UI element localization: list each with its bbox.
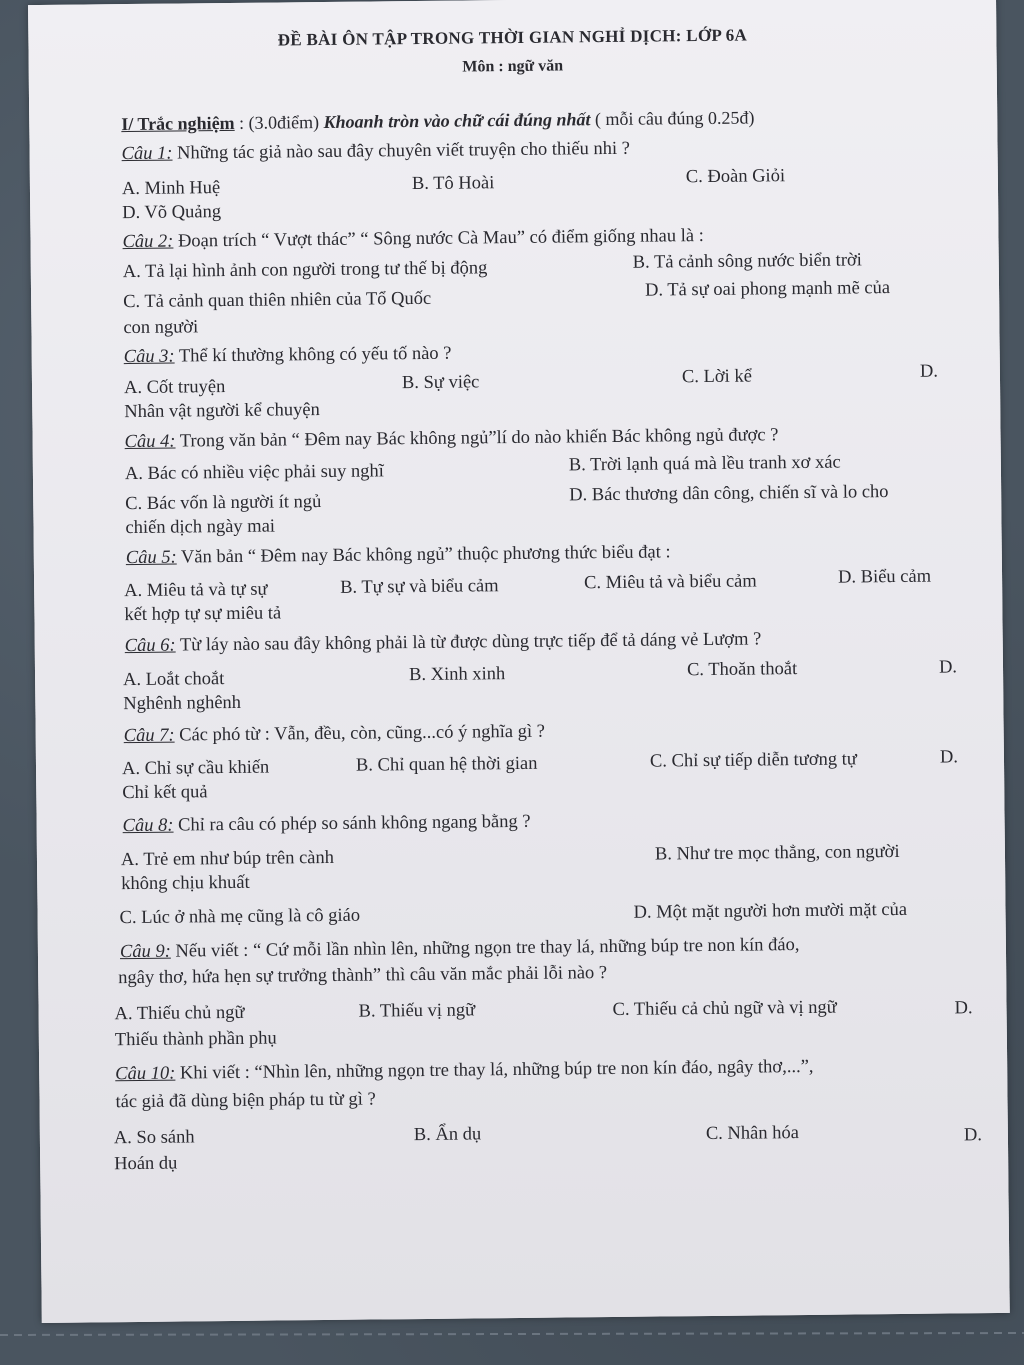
question-text: Những tác giả nào sau đây chuyên viết truyện cho thiếu nhi ? [176, 138, 631, 164]
question-5 [126, 542, 671, 569]
question-label: Câu 10: [115, 1063, 176, 1085]
question-6 [125, 629, 762, 657]
option-d: D. Bác thương dân công, chiến sĩ và lo cho [569, 482, 889, 506]
question-label: Câu 7: [123, 725, 175, 747]
option-b: B. Tự sự và biểu cảm [340, 576, 499, 598]
option-b: B. Thiếu vị ngữ [358, 1000, 476, 1022]
section-points: : (3.0điểm) [239, 112, 320, 133]
option-d: D. Biểu cảm [837, 566, 932, 588]
section-instruction: Khoanh tròn vào chữ cái đúng nhất [323, 109, 591, 132]
option-b-continued: không chịu khuất [121, 872, 250, 895]
option-d: D. [919, 361, 939, 382]
option-b: B. Tả cảnh sông nước biển trời [632, 250, 862, 273]
option-d-continued: Nghênh nghênh [123, 692, 242, 715]
question-label: Câu 1: [121, 143, 173, 165]
question-8 [123, 812, 531, 837]
background-quilt-stitching [0, 1305, 1024, 1365]
option-b: B. Trời lạnh quá mà lều tranh xơ xác [568, 452, 841, 476]
option-d-continued: con người [123, 317, 199, 339]
question-text: Trong văn bản “ Đêm nay Bác không ngủ”lí do nào khiến Bác không ngủ được ? [179, 425, 779, 452]
option-a: A. Trẻ em như búp trên cành [120, 847, 335, 871]
question-7 [124, 722, 545, 747]
option-c: C. Miêu tả và biểu cảm [584, 571, 757, 594]
question-text: Thể kí thường không có yếu tố nào ? [178, 343, 452, 367]
option-d-continued: Nhân vật người kể chuyện [124, 400, 320, 423]
option-a: A. Loắt choắt [122, 669, 225, 691]
question-label: Câu 8: [122, 815, 174, 837]
question-10 [115, 1057, 813, 1085]
option-a: A. Minh Huệ [121, 178, 221, 200]
exam-paper [28, 0, 1010, 1323]
option-b: B. Xinh xinh [408, 664, 506, 686]
question-label: Câu 4: [124, 431, 176, 453]
option-c: C. Tả cảnh quan thiên nhiên của Tổ Quốc [123, 288, 432, 313]
exam-title: ĐỀ BÀI ÔN TẬP TRONG THỜI GIAN NGHỈ DỊCH: LỚP 6A [277, 25, 748, 50]
option-d: D. Một mặt người hơn mười mặt của [633, 899, 908, 923]
question-text: Văn bản “ Đêm nay Bác không ngủ” thuộc phương thức biểu đạt : [180, 542, 671, 568]
option-c: C. Bác vốn là người ít ngủ [125, 492, 322, 515]
option-c: C. Thoăn thoắt [686, 659, 798, 681]
option-d: D. [963, 1125, 983, 1146]
question-label: Câu 5: [125, 547, 177, 569]
question-4 [125, 425, 779, 453]
question-9 [120, 935, 800, 963]
option-d: D. [938, 657, 958, 678]
option-d: D. Võ Quảng [122, 202, 222, 224]
section-note: ( mỗi câu đúng 0.25đ) [594, 107, 755, 130]
option-d: D. [954, 998, 973, 1019]
question-3 [124, 344, 452, 368]
question-text: Đoạn trích “ Vượt thác” “ Sông nước Cà Mau” có điểm giống nhau là : [177, 226, 704, 252]
question-1 [121, 139, 630, 165]
question-text: Chỉ ra câu có phép so sánh không ngang bằng ? [178, 811, 531, 836]
option-a: A. Tả lại hình ảnh con người trong tư thế bị động [122, 258, 488, 283]
question-9-continued: ngây thơ, hứa hẹn sự trưởng thành” thì câu văn mắc phải lỗi nào ? [118, 963, 608, 989]
option-c: C. Lời kể [681, 366, 752, 388]
option-c: C. Nhân hóa [705, 1123, 799, 1145]
option-c: C. Thiếu cả chủ ngữ và vị ngữ [612, 997, 837, 1021]
option-c: C. Lúc ở nhà mẹ cũng là cô giáo [119, 905, 361, 929]
option-a: A. Thiếu chủ ngữ [114, 1002, 245, 1025]
option-c: C. Đoàn Giỏi [685, 166, 786, 188]
question-label: Câu 3: [123, 346, 175, 368]
option-d-continued: chiến dịch ngày mai [125, 516, 276, 539]
question-10-continued: tác giả đã dùng biện pháp tu từ gì ? [115, 1089, 376, 1113]
option-a: A. Cốt truyện [123, 377, 226, 399]
question-label: Câu 6: [124, 635, 176, 657]
question-text: Từ láy nào sau đây không phải là từ được dùng trực tiếp để tả dáng vẻ Lượm ? [179, 629, 762, 656]
section-label: I/ Trắc nghiệm [121, 112, 235, 135]
option-d-continued: Thiếu thành phần phụ [114, 1028, 277, 1051]
option-b: B. Tô Hoài [411, 173, 495, 195]
option-d-continued: Chỉ kết quả [122, 782, 208, 804]
question-text: Nếu viết : “ Cứ mỗi lần nhìn lên, những ngọn tre thay lá, những búp tre non kín đáo, [175, 935, 800, 962]
option-b: B. Như tre mọc thẳng, con người [654, 841, 900, 865]
option-b: B. Chỉ quan hệ thời gian [355, 753, 538, 776]
option-a: A. So sánh [113, 1127, 195, 1149]
option-a: A. Bác có nhiều việc phải suy nghĩ [124, 461, 384, 485]
option-d-continued: kết hợp tự sự miêu tả [124, 603, 282, 626]
section-heading [121, 107, 754, 135]
question-text: Khi viết : “Nhìn lên, những ngọn tre thay lá, những búp tre non kín đáo, ngây thơ,...”, [179, 1056, 814, 1084]
option-a: A. Miêu tả và tự sự [124, 579, 268, 602]
exam-subject: Môn : ngữ văn [462, 57, 564, 76]
option-a: A. Chỉ sự cầu khiến [121, 757, 270, 780]
option-d-continued: Hoán dụ [114, 1153, 178, 1175]
option-b: B. Ẩn dụ [413, 1124, 482, 1146]
question-label: Câu 2: [122, 231, 174, 253]
option-b: B. Sự việc [401, 372, 480, 394]
question-label: Câu 9: [119, 941, 171, 963]
question-text: Các phó từ : Vẫn, đều, còn, cũng...có ý nghĩa gì ? [179, 721, 546, 746]
option-c: C. Chỉ sự tiếp diễn tương tự [649, 749, 857, 772]
question-2 [122, 226, 703, 253]
option-d: D. Tả sự oai phong mạnh mẽ của [644, 278, 891, 301]
option-d: D. [939, 747, 959, 768]
